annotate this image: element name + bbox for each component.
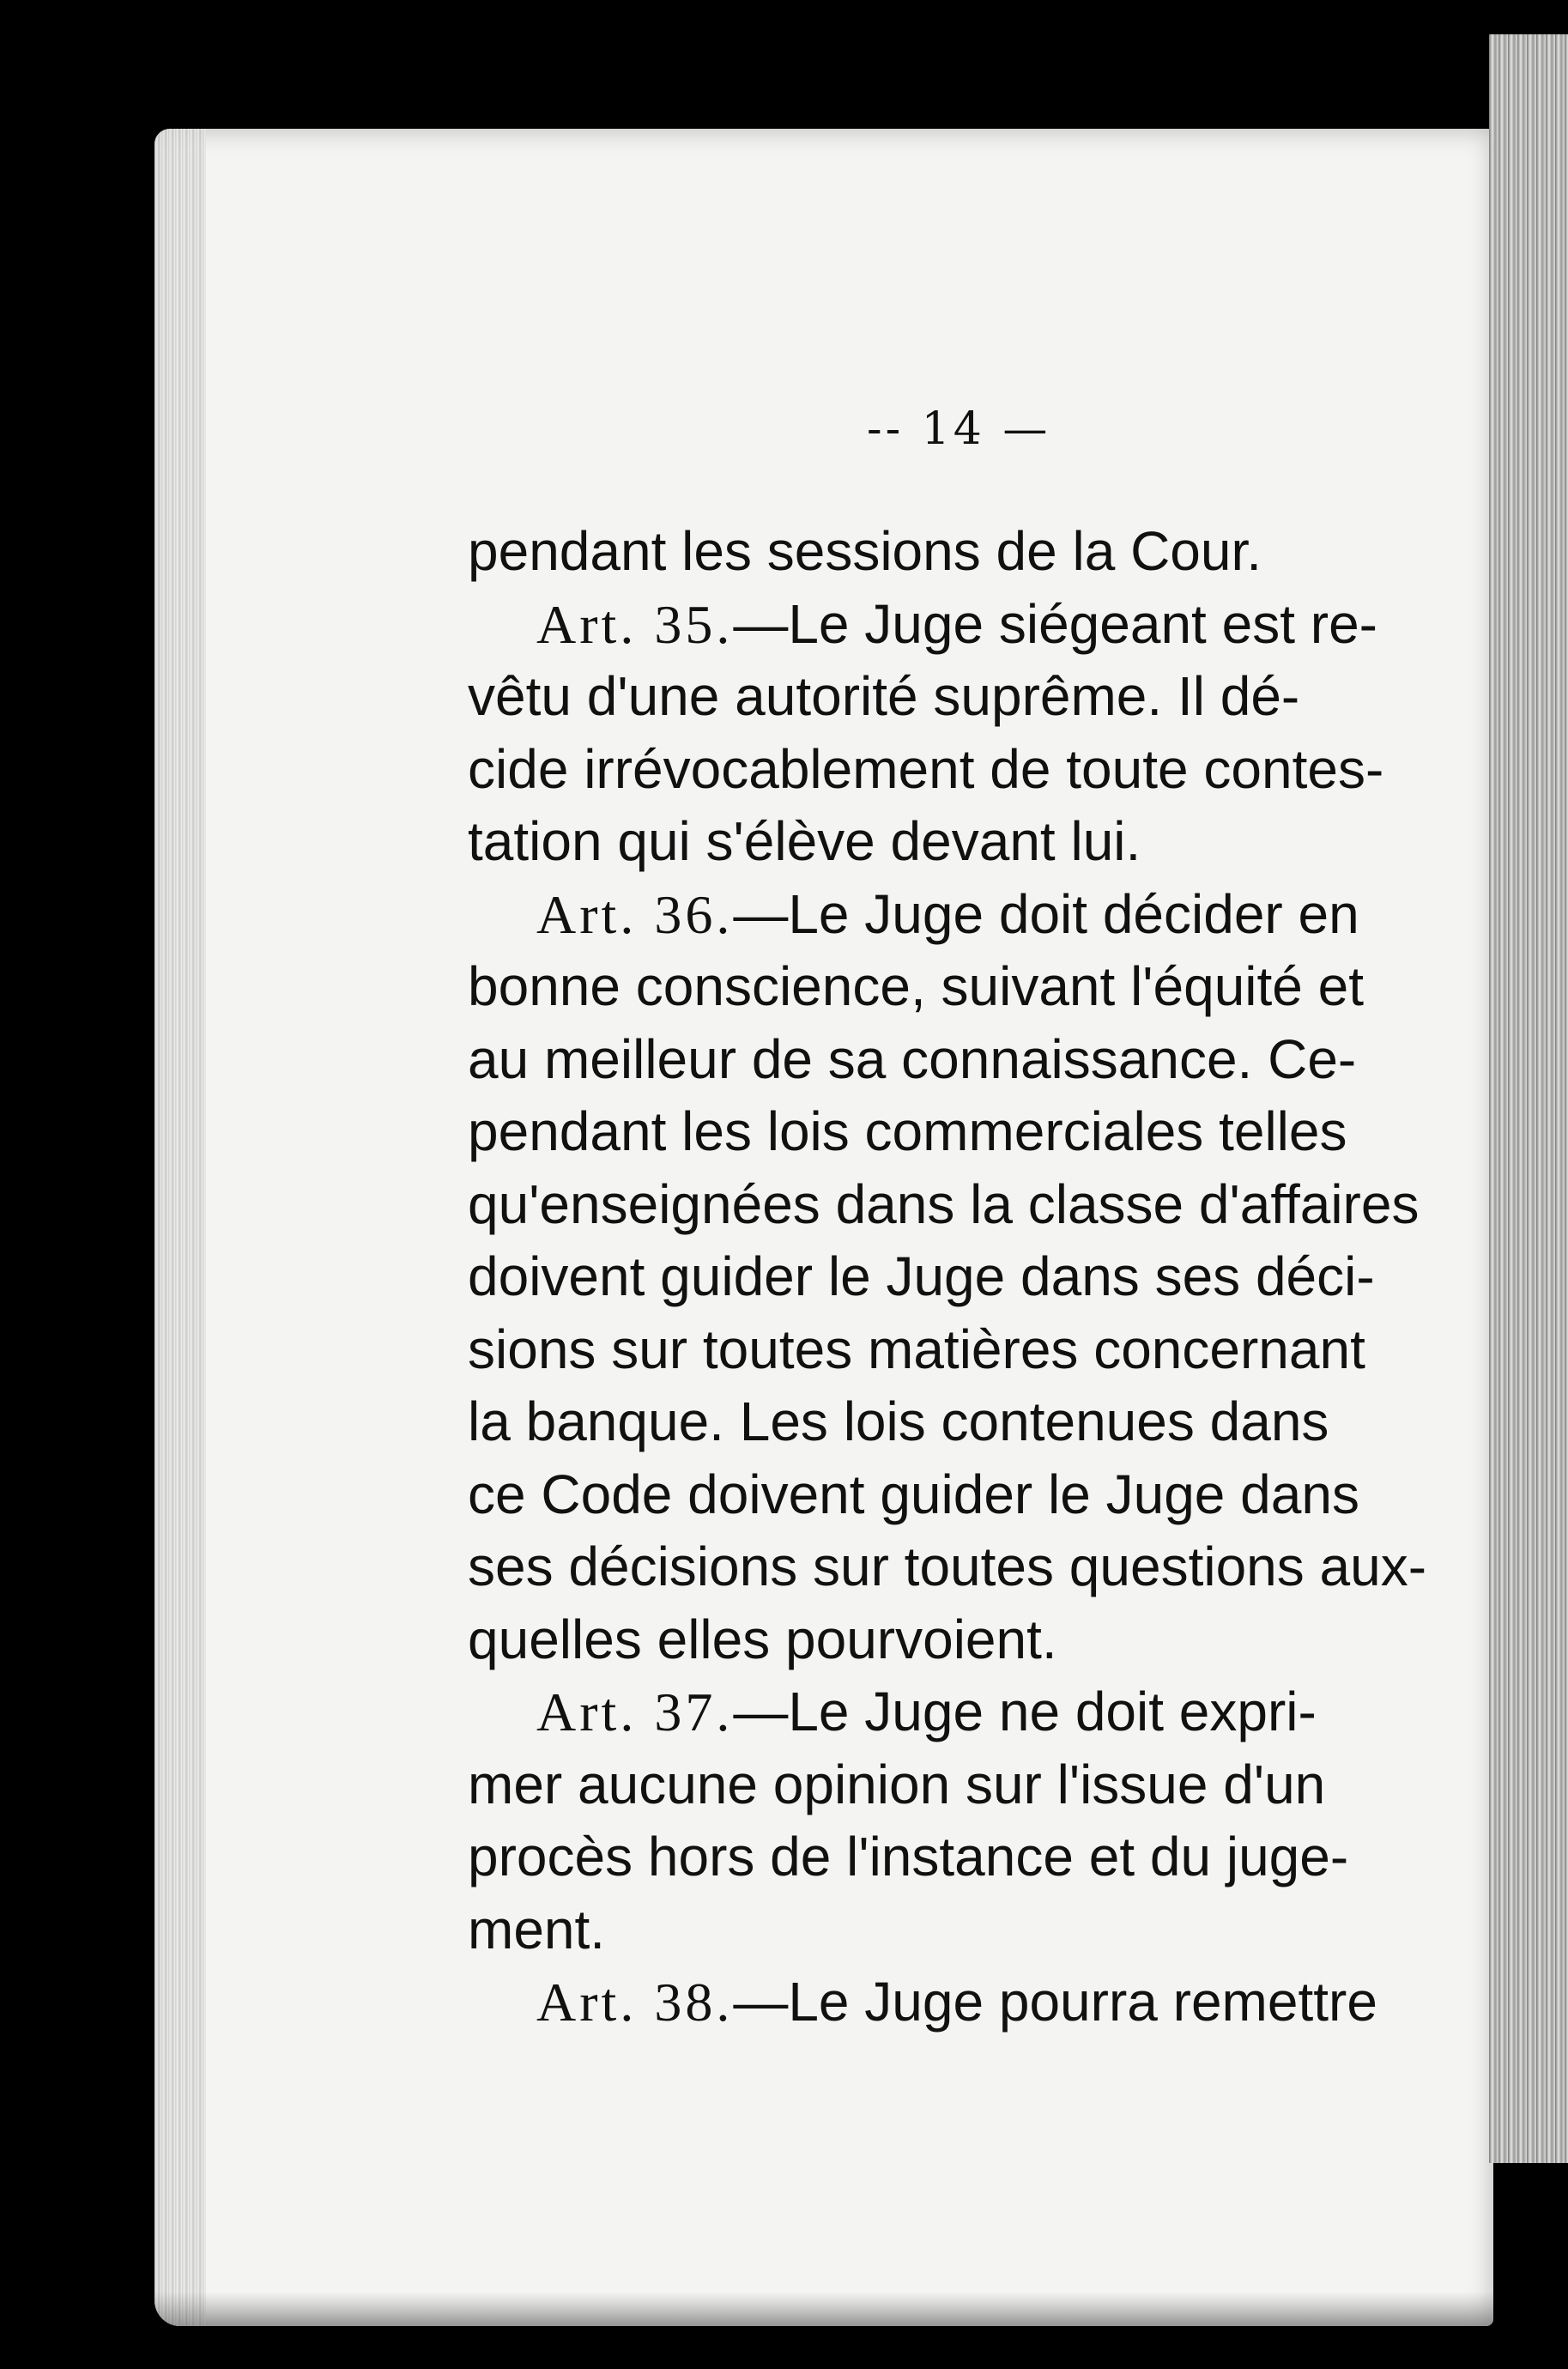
- text-line-content: tation qui s'élève devant lui.: [468, 810, 1141, 872]
- text-line: [468, 1458, 1489, 1531]
- text-line: [468, 1240, 1489, 1313]
- page-number: -- 14 —: [867, 403, 1051, 455]
- text-line: [468, 805, 1489, 878]
- article-label: Art. 36.: [536, 883, 734, 945]
- text-line: [468, 1023, 1489, 1096]
- text-line: [468, 660, 1489, 733]
- text-line-content: —Le Juge pourra remettre: [733, 1971, 1377, 2033]
- text-line: [468, 1530, 1489, 1603]
- text-line: [468, 733, 1489, 806]
- text-line: [468, 515, 1489, 588]
- text-line-content: ce Code doivent guider le Juge dans: [468, 1463, 1359, 1525]
- text-line-content: procès hors de l'instance et du juge-: [468, 1826, 1349, 1887]
- text-line-content: —Le Juge ne doit expri-: [733, 1681, 1317, 1742]
- text-line: [468, 1603, 1489, 1676]
- text-line-content: bonne conscience, suivant l'équité et: [468, 955, 1365, 1017]
- text-line: [468, 950, 1489, 1023]
- text-line-content: pendant les lois commerciales telles: [468, 1100, 1347, 1162]
- text-line-content: au meilleur de sa connaissance. Ce-: [468, 1027, 1357, 1090]
- article-label: Art. 38.: [536, 1972, 734, 2033]
- text-line-content: ment.: [468, 1898, 606, 1960]
- body-text: [468, 515, 1489, 2039]
- text-line: [468, 1675, 1489, 1748]
- text-line: [468, 1385, 1489, 1458]
- text-line-content: cide irrévocablement de toute contes-: [468, 737, 1384, 800]
- text-line: [468, 588, 1489, 661]
- text-line-content: vêtu d'une autorité suprême. Il dé-: [468, 665, 1300, 727]
- text-line-content: doivent guider le Juge dans ses déci-: [468, 1245, 1375, 1307]
- text-line-content: —Le Juge siégeant est re-: [733, 592, 1377, 655]
- text-line-content: la banque. Les lois contenues dans: [468, 1390, 1329, 1452]
- text-line-content: qu'enseignées dans la classe d'affaires: [468, 1172, 1420, 1235]
- text-line: [468, 878, 1489, 951]
- text-line: [468, 1168, 1489, 1241]
- text-line: [468, 1821, 1489, 1893]
- text-line-content: ses décisions sur toutes questions aux-: [468, 1536, 1427, 1597]
- text-line-content: quelles elles pourvoient.: [468, 1608, 1057, 1670]
- page-gutter-edge: [154, 129, 206, 2326]
- text-line-content: mer aucune opinion sur l'issue d'un: [468, 1753, 1326, 1815]
- text-line-content: pendant les sessions de la Cour.: [468, 520, 1262, 582]
- text-line: [468, 1966, 1489, 2039]
- text-line: [468, 1313, 1489, 1386]
- article-label: Art. 35.: [536, 593, 734, 655]
- text-line: [468, 1095, 1489, 1168]
- text-line: [468, 1893, 1489, 1966]
- text-line-content: —Le Juge doit décider en: [733, 882, 1359, 945]
- page-bottom-shadow: [154, 2292, 1493, 2326]
- text-line-content: sions sur toutes matières concernant: [468, 1318, 1365, 1380]
- page-stack-edge: [1489, 34, 1568, 2163]
- text-line: [468, 1748, 1489, 1821]
- article-label: Art. 37.: [536, 1681, 734, 1742]
